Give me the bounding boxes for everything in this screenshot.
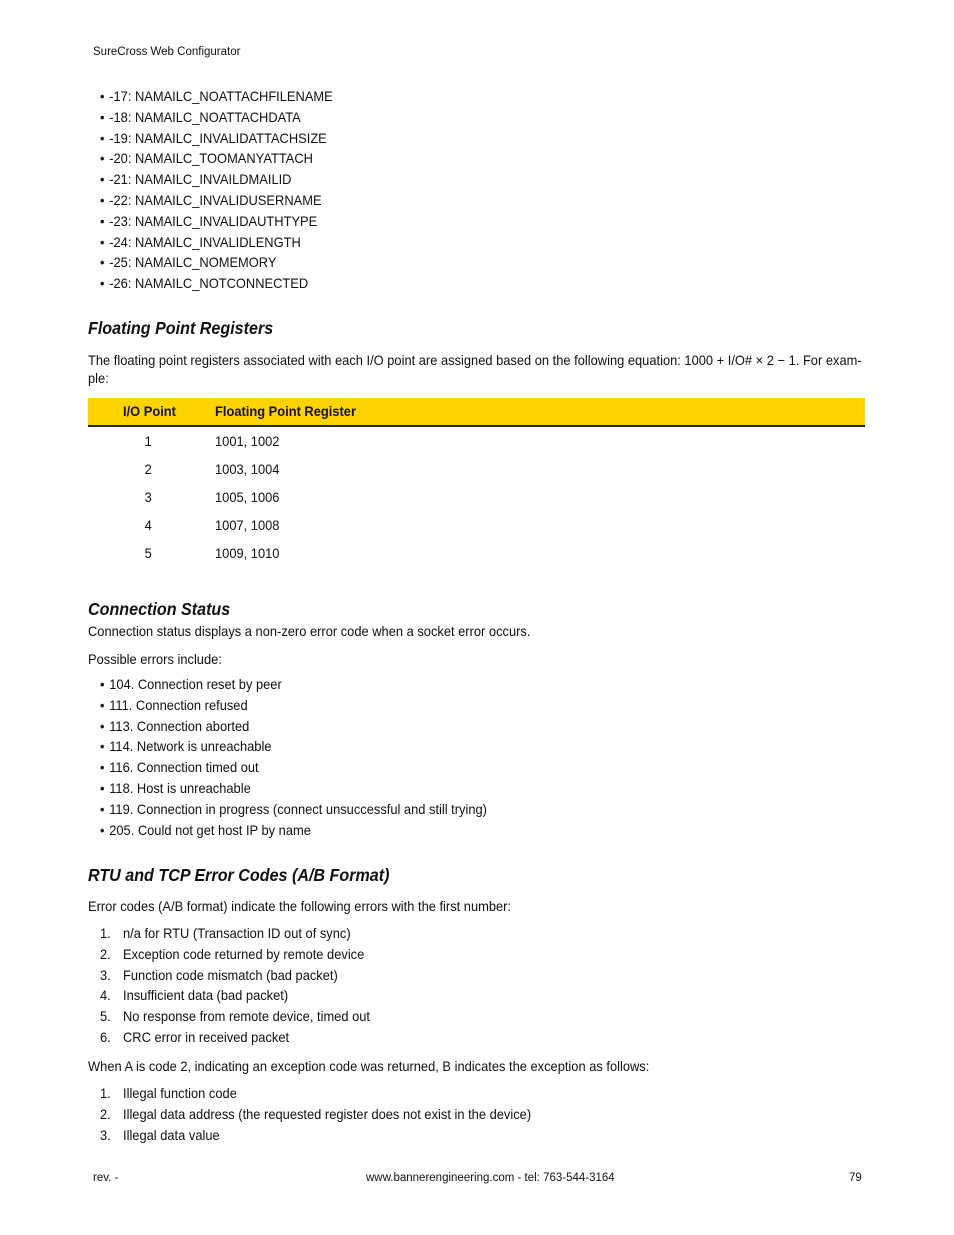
list-item: 1. Illegal function code [100, 1085, 237, 1101]
table-row [88, 539, 865, 567]
mail-error-list [100, 86, 353, 294]
exception-list [100, 1083, 569, 1145]
io-point-cell: 3 [144, 489, 152, 505]
rtu-tcp-paragraph: Error codes (A/B format) indicate the following errors with the first number: [88, 898, 512, 914]
list-item: • 119. Connection in progress (connect unsuccessful and still trying) [100, 800, 487, 817]
connection-error-list [100, 674, 521, 840]
footer-revision: rev. - [93, 1172, 119, 1184]
floating-point-table [88, 398, 865, 567]
list-item: • -26: NAMAILC_NOTCONNECTED [100, 275, 309, 292]
list-item: • 118. Host is unreachable [100, 779, 251, 796]
connection-status-paragraph: Connection status displays a non-zero error code when a socket error occurs. [88, 623, 531, 639]
list-item: • 205. Could not get host IP by name [100, 821, 311, 838]
exception-paragraph: When A is code 2, indicating an exception code was returned, B indicates the exception as follows: [88, 1058, 650, 1074]
list-item: • 114. Network is unreachable [100, 738, 272, 755]
io-point-cell: 5 [144, 545, 152, 561]
error-code-list [100, 923, 393, 1048]
table-header-row [88, 398, 865, 427]
table-row [88, 455, 865, 483]
list-item: • -20: NAMAILC_TOOMANYATTACH [100, 150, 313, 167]
register-cell: 1003, 1004 [215, 461, 280, 477]
page-header-title: SureCross Web Configurator [93, 46, 241, 58]
register-cell: 1001, 1002 [215, 433, 280, 449]
list-item: 1. n/a for RTU (Transaction ID out of sync) [100, 925, 351, 941]
list-item: • -23: NAMAILC_INVALIDAUTHTYPE [100, 212, 318, 229]
rtu-tcp-heading: RTU and TCP Error Codes (A/B Format) [88, 865, 390, 885]
list-item: 3. Illegal data value [100, 1126, 220, 1143]
list-item: • -25: NAMAILC_NOMEMORY [100, 254, 277, 271]
possible-errors-label: Possible errors include: [88, 651, 222, 667]
list-item: 4. Insufficient data (bad packet) [100, 987, 289, 1004]
table-row [88, 427, 865, 455]
list-item: 2. Exception code returned by remote device [100, 945, 365, 962]
floating-point-heading: Floating Point Registers [88, 318, 274, 338]
list-item: 6. CRC error in received packet [100, 1028, 290, 1045]
register-cell: 1009, 1010 [215, 545, 280, 561]
list-item: • -17: NAMAILC_NOATTACHFILENAME [100, 88, 333, 104]
list-item: • -21: NAMAILC_INVAILDMAILID [100, 171, 292, 188]
list-item: 2. Illegal data address (the requested register does not exist in the device) [100, 1105, 532, 1122]
table-row [88, 511, 865, 539]
column-header-io-point: I/O Point [123, 403, 176, 419]
list-item: • 116. Connection timed out [100, 759, 259, 776]
io-point-cell: 1 [144, 433, 152, 449]
register-cell: 1005, 1006 [215, 489, 280, 505]
list-item: • 113. Connection aborted [100, 717, 250, 734]
list-item: 5. No response from remote device, timed out [100, 1008, 370, 1025]
list-item: • -18: NAMAILC_NOATTACHDATA [100, 108, 301, 125]
list-item: • 104. Connection reset by peer [100, 676, 282, 692]
floating-point-paragraph-line1: The floating point registers associated with each I/O point are assigned based on the following equation: 1000 + I/O# × 2 − 1. For exam- [88, 352, 862, 368]
connection-status-heading: Connection Status [88, 599, 231, 619]
table-row [88, 483, 865, 511]
list-item: • -22: NAMAILC_INVALIDUSERNAME [100, 191, 322, 208]
page-number: 79 [849, 1172, 862, 1184]
floating-point-paragraph-line2: ple: [88, 370, 109, 386]
column-header-register: Floating Point Register [215, 403, 356, 419]
io-point-cell: 4 [144, 517, 152, 533]
footer-contact: www.bannerengineering.com - tel: 763-544-3164 [366, 1172, 615, 1184]
register-cell: 1007, 1008 [215, 517, 280, 533]
list-item: 3. Function code mismatch (bad packet) [100, 966, 338, 983]
list-item: • -19: NAMAILC_INVALIDATTACHSIZE [100, 129, 327, 146]
list-item: • -24: NAMAILC_INVALIDLENGTH [100, 233, 301, 250]
io-point-cell: 2 [144, 461, 152, 477]
list-item: • 111. Connection refused [100, 696, 248, 713]
